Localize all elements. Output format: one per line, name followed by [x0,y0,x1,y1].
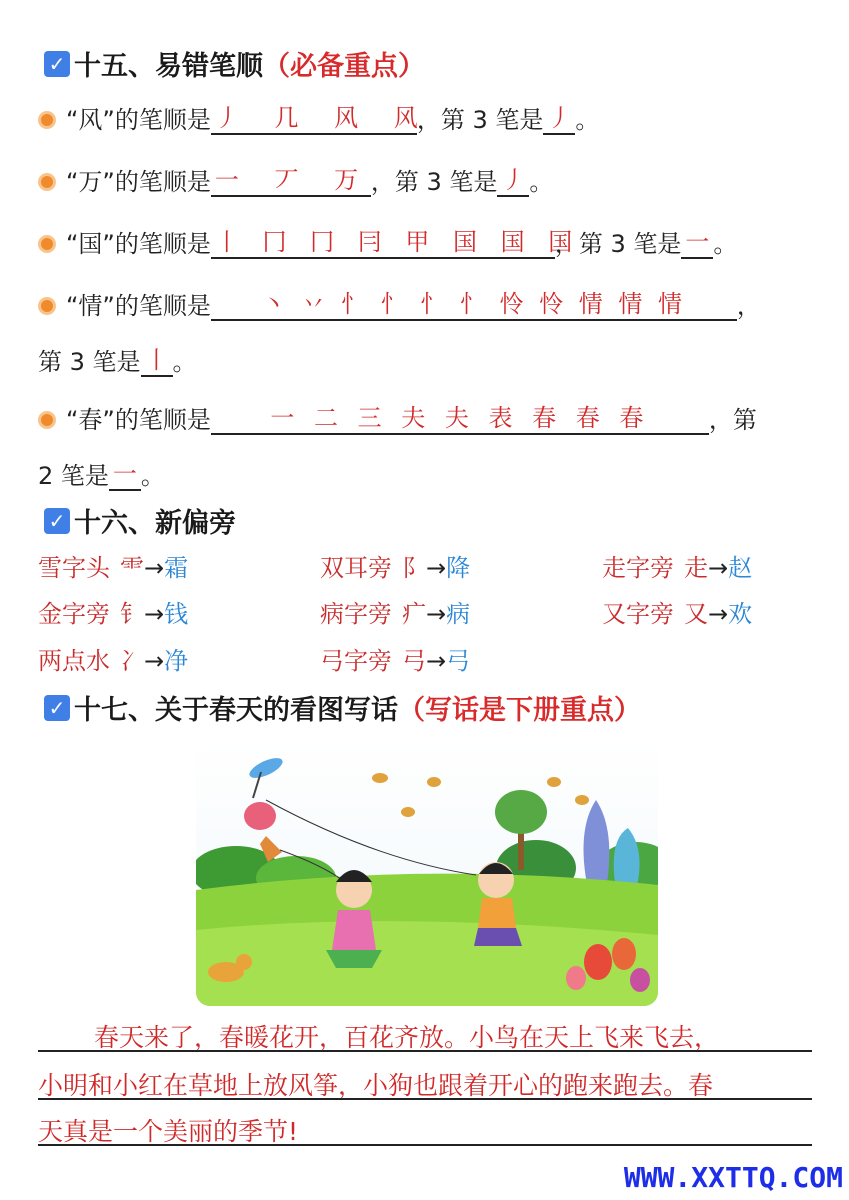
radical-item: 走字旁 走→赵 [602,554,753,582]
essay-line: 春天来了，春暖花开，百花齐放。小鸟在天上飞来飞去， [94,1023,720,1052]
bullet-icon [38,235,56,253]
stroke-answer: 丿 [497,160,529,197]
stroke-answer: 丿 [543,98,575,135]
stroke-answer: 丨 [141,340,173,377]
stroke-item: “国”的笔顺是 丨 冂 冂 冃 甲 国 国 国 ，第 3 笔是 一 。 [38,222,737,259]
section16-heading: ✓ 十六、新偏旁 [44,501,236,540]
spring-kite-illustration [196,740,658,1006]
stroke-item-continued: 第 3 笔是 丨 。 [38,340,197,377]
section15-heading: ✓ 十五、易错笔顺 （必备重点） [44,44,425,83]
stroke-item: “风”的笔顺是 丿 几 风 风 ，第 3 笔是 丿 。 [38,98,599,135]
stroke-answer-blank: 一 丆 万 [211,160,371,197]
radical-item: 弓字旁 弓→弓 [320,647,471,675]
bullet-icon [38,411,56,429]
stroke-item-continued: 2 笔是 一 。 [38,454,165,491]
section17-heading: ✓ 十七、关于春天的看图写话 （写话是下册重点） [44,688,641,727]
essay-line: 小明和小红在草地上放风筝，小狗也跟着开心的跑来跑去。春 [38,1071,714,1100]
stroke-answer: 一 [681,222,713,259]
writing-rule [38,1050,812,1052]
checkbox-icon: ✓ [44,508,70,534]
bullet-icon [38,111,56,129]
writing-rule [38,1098,812,1100]
stroke-answer: 一 [109,454,141,491]
radical-item: 雪字头 ⻗→霜 [38,554,189,582]
stroke-answer-blank: 丶 丷 忄 忄 忄 忄 怜 怜 情 情 情 [211,284,737,321]
stroke-item: “春”的笔顺是 一 二 三 夫 夫 表 春 春 春 ，第 [38,398,757,435]
stroke-answer-blank: 丨 冂 冂 冃 甲 国 国 国 [211,222,555,259]
essay-line: 天真是一个美丽的季节! [38,1117,299,1146]
radical-item: 又字旁 又→欢 [602,600,753,628]
bullet-icon [38,297,56,315]
radical-item: 金字旁 钅→钱 [38,600,189,628]
watermark: WWW.XXTTQ.COM [623,1161,843,1194]
radical-item: 病字旁 疒→病 [320,600,471,628]
stroke-item: “情”的笔顺是 丶 丷 忄 忄 忄 忄 怜 怜 情 情 情 ， [38,284,761,321]
bullet-icon [38,173,56,191]
checkbox-icon: ✓ [44,695,70,721]
checkbox-icon: ✓ [44,51,70,77]
radical-item: 两点水 冫→净 [38,647,189,675]
writing-rule [38,1144,812,1146]
stroke-answer-blank: 丿 几 风 风 [211,98,417,135]
radical-item: 双耳旁 阝→降 [320,554,471,582]
stroke-answer-blank: 一 二 三 夫 夫 表 春 春 春 [211,398,709,435]
stroke-item: “万”的笔顺是 一 丆 万 ，第 3 笔是 丿 。 [38,160,553,197]
